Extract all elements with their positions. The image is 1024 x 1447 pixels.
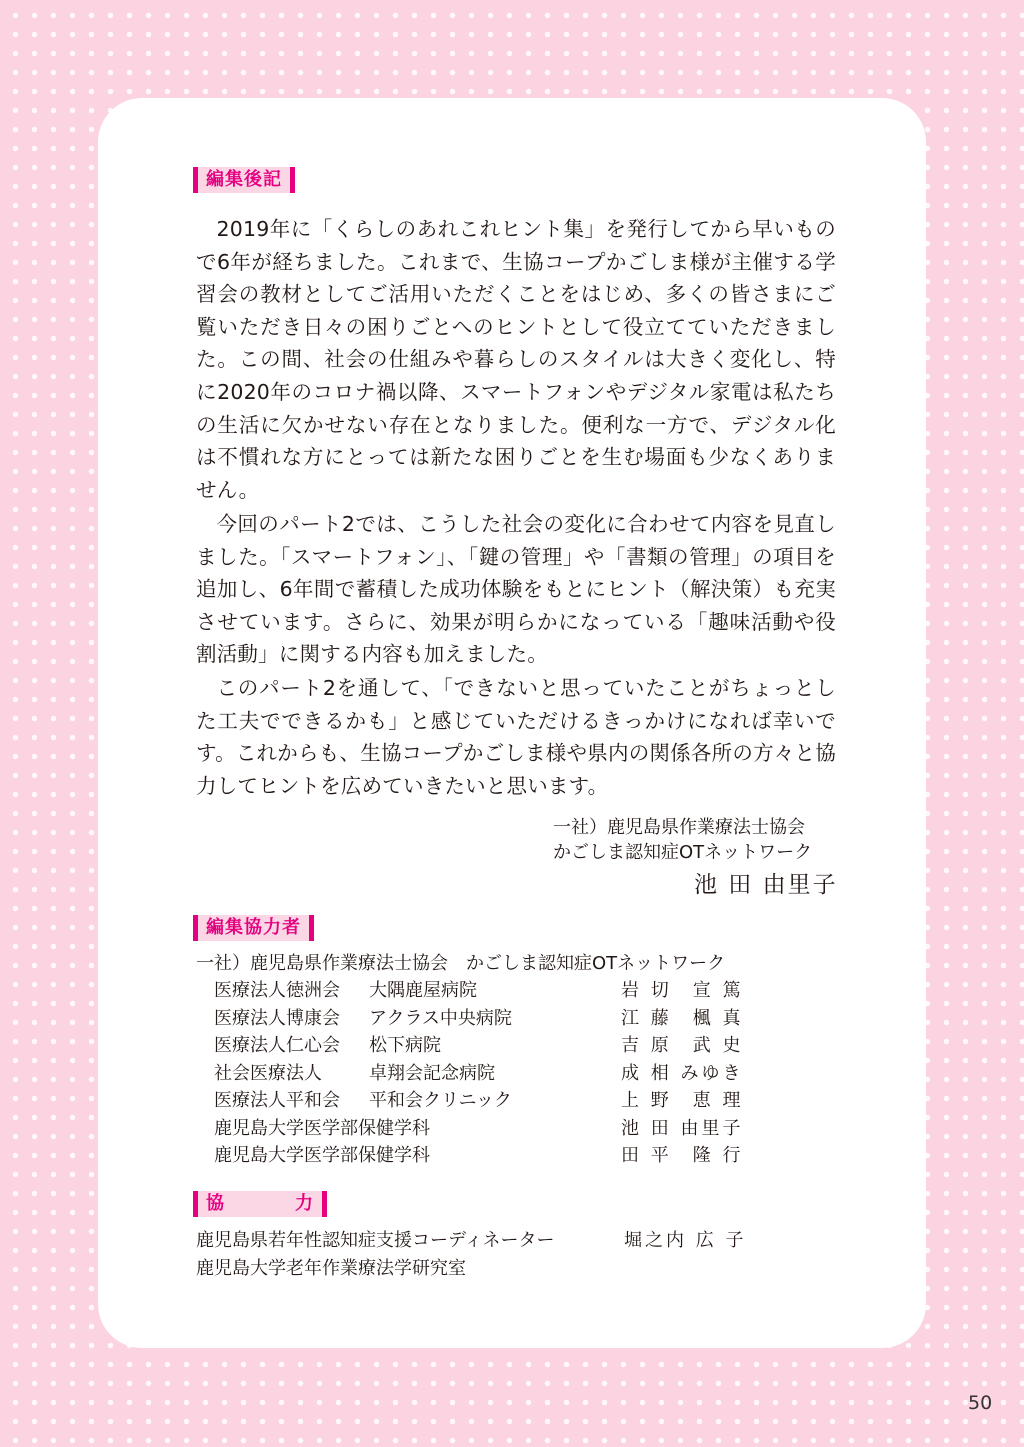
contributor-org: 医療法人平和会 xyxy=(214,1090,340,1111)
afterword-paragraph-3: このパート2を通して、「できないと思っていたことがちょっとした工夫でできるかも」と感じていただけるきっかけになれば幸いです。これからも、生協コープかごしま様や県内の関係各所の方々と協力してヒントを広めていきたいと思います。 xyxy=(196,676,836,798)
contributor-row xyxy=(214,1060,744,1088)
cooperation-row xyxy=(196,1255,466,1283)
signature-name: 池 田 由里子 xyxy=(694,872,838,898)
contributor-row xyxy=(214,977,744,1005)
contributors-heading: 編集協力者 xyxy=(193,915,314,941)
contributor-row xyxy=(214,1032,744,1060)
contributor-name: 田 平 隆 行 xyxy=(621,1145,744,1166)
contributors-organization: 一社）鹿児島県作業療法士協会 かごしま認知症OTネットワーク xyxy=(196,953,726,974)
contributor-facility: 鹿児島大学医学部保健学科 xyxy=(214,1117,430,1139)
afterword-paragraph-2: 今回のパート2では、こうした社会の変化に合わせて内容を見直しました。「スマートフォン」、「鍵の管理」や「書類の管理」の項目を追加し、6年間で蓄積した成功体験をもとにヒント（解決策）も充実させています。さらに、効果が明らかになっている「趣味活動や役割活動」に関する内容も加えました。 xyxy=(196,512,836,667)
cooperation-heading-char-2: 力 xyxy=(295,1193,314,1214)
cooperation-name: 堀之内 広 子 xyxy=(624,1230,747,1251)
contributor-facility: アクラス中央病院 xyxy=(369,1007,512,1029)
contributor-name: 吉 原 武 史 xyxy=(621,1035,744,1056)
contributor-name: 池 田 由里子 xyxy=(621,1117,744,1139)
cooperation-heading xyxy=(193,1191,327,1217)
contributor-org: 社会医療法人 xyxy=(214,1062,322,1084)
cooperation-heading-char-1: 協 xyxy=(206,1193,225,1214)
contributor-name: 岩 切 宣 篤 xyxy=(621,980,744,1001)
contributor-name: 江 藤 楓 真 xyxy=(621,1007,744,1029)
cooperation-org: 鹿児島県若年性認知症支援コーディネーター xyxy=(196,1230,555,1251)
contributor-org: 医療法人仁心会 xyxy=(214,1035,340,1056)
contributor-facility: 松下病院 xyxy=(369,1035,441,1056)
contributor-org: 医療法人博康会 xyxy=(214,1007,340,1029)
contributor-name: 上 野 恵 理 xyxy=(621,1090,744,1111)
contributor-facility: 平和会クリニック xyxy=(369,1090,512,1111)
contributor-org: 医療法人徳洲会 xyxy=(214,980,340,1001)
signature-org-2: かごしま認知症OTネットワーク xyxy=(553,842,813,863)
contributor-name: 成 相 みゆき xyxy=(621,1062,744,1084)
cooperation-row xyxy=(196,1227,747,1255)
contributor-row xyxy=(214,1005,744,1033)
contributor-facility: 卓翔会記念病院 xyxy=(369,1062,495,1084)
contributor-facility: 大隅鹿屋病院 xyxy=(369,980,477,1001)
contributor-facility: 鹿児島大学医学部保健学科 xyxy=(214,1145,430,1166)
page-number: 50 xyxy=(968,1392,993,1414)
afterword-heading: 編集後記 xyxy=(193,167,295,193)
contributor-row xyxy=(214,1087,744,1115)
afterword-paragraph-1: 2019年に「くらしのあれこれヒント集」を発行してから早いもので6年が経ちました。これまで、生協コープかごしま様が主催する学習会の教材としてご活用いただくことをはじめ、多くの皆さまにご覧いただき日々の困りごとへのヒントとして役立てていただきました。この間、社会の仕組みや暮らしのスタイルは大きく変化し、特に2020年のコロナ禍以降、スマートフォンやデジタル家電は私たちの生活に欠かせない存在となりました。便利な一方で、デジタル化は不慣れな方にとっては新たな困りごとを生む場面も少なくありません。 xyxy=(196,217,836,502)
cooperation-org: 鹿児島大学老年作業療法学研究室 xyxy=(196,1258,466,1279)
signature-org-1: 一社）鹿児島県作業療法士協会 xyxy=(553,817,805,838)
